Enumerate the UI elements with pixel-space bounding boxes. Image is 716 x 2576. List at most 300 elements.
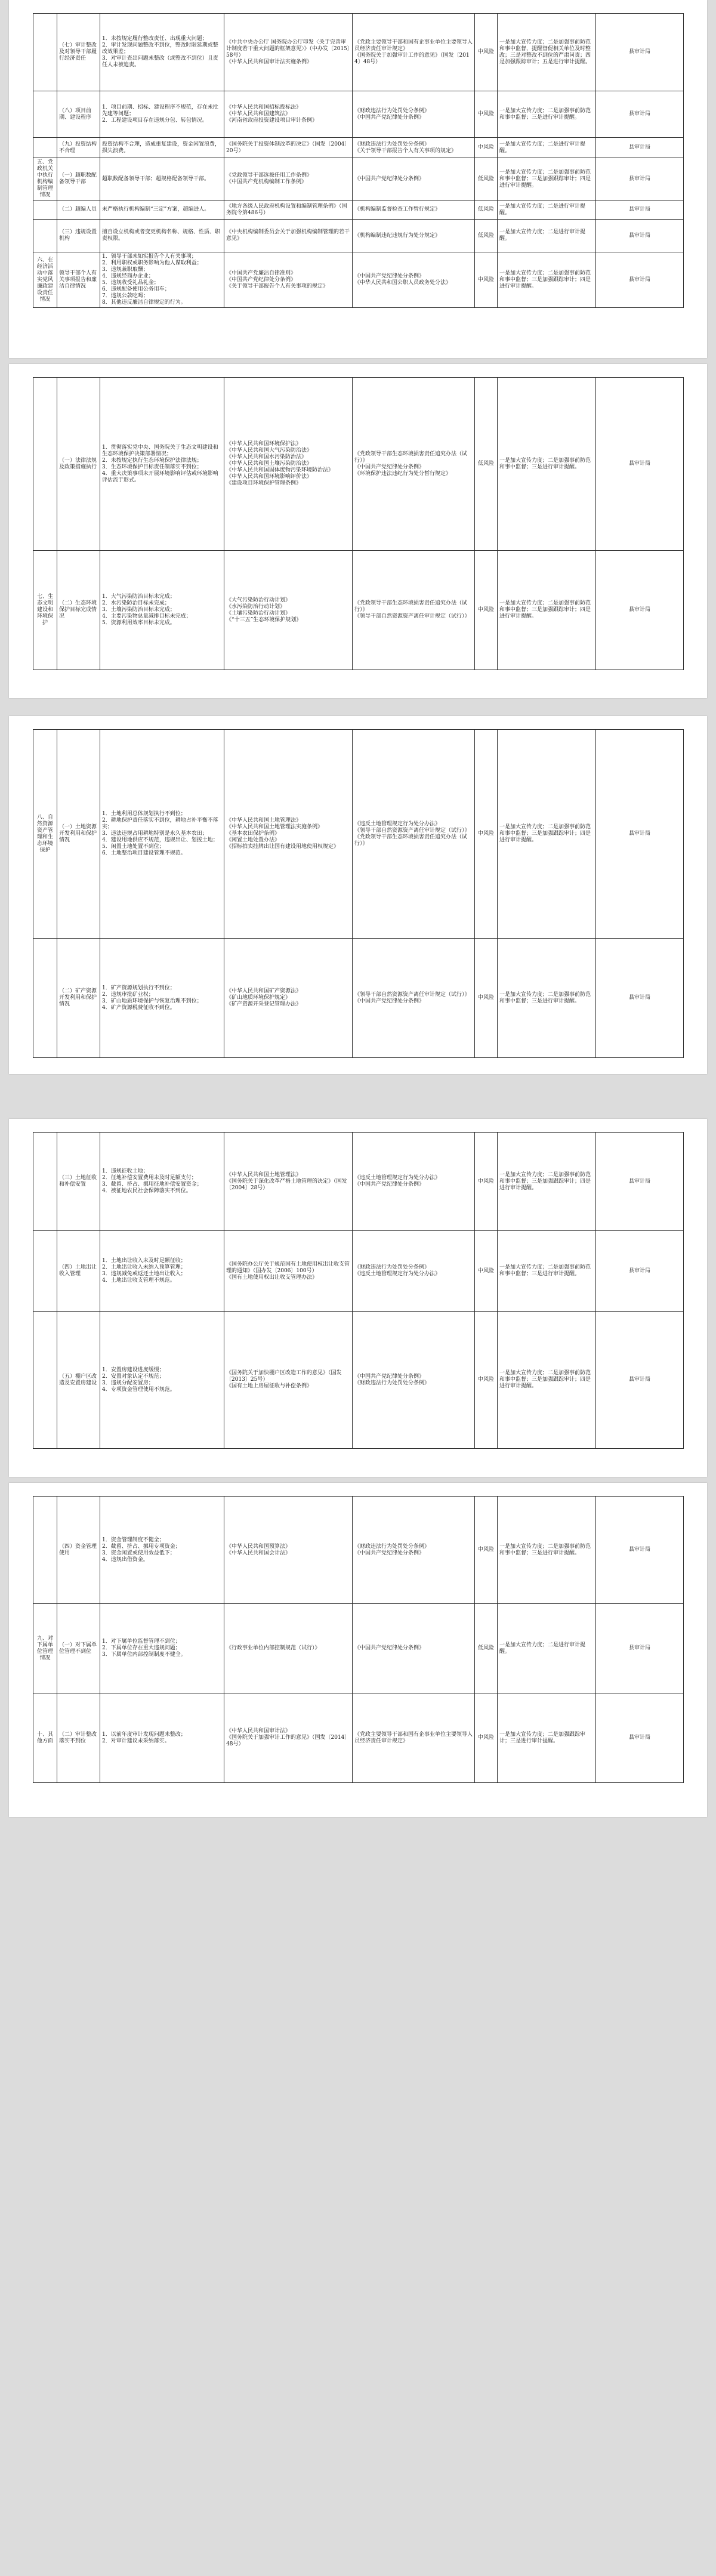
cell-line: 4．被征地农民社会保障落实不到位。 bbox=[102, 1188, 192, 1194]
cell-line: 《建设项目环境保护管理条例》 bbox=[226, 480, 302, 486]
risk-level-cell: 中风险 bbox=[475, 551, 498, 670]
subcategory-cell: （一）对下属单位管理不到位 bbox=[57, 1604, 100, 1693]
basis-cell bbox=[224, 1231, 353, 1312]
measures-cell bbox=[498, 1497, 596, 1604]
issues-cell bbox=[100, 551, 224, 670]
category-cell: 七、生态文明建设和环境保护 bbox=[33, 551, 57, 670]
cell-line: 《党政领导干部生态环境损害责任追究办法（试行）》 bbox=[354, 451, 468, 464]
basis-cell bbox=[224, 1693, 353, 1783]
subcategory-cell: （八）项目前期、建设程序 bbox=[57, 91, 100, 138]
cell-line: 《中国共产党纪律处分条例》 bbox=[354, 998, 425, 1004]
cell-line: 1．资金管理制度不健全； bbox=[102, 1537, 165, 1543]
cell-line: 一是加大宣传力度；二是加强跟踪审计；三是进行审计提醒。 bbox=[499, 1731, 586, 1744]
table-row bbox=[33, 730, 684, 939]
cell-line: 《中华人民共和国环境保护法》 bbox=[226, 441, 302, 447]
subcategory-cell: （五）棚户区改造及安置房建设 bbox=[57, 1312, 100, 1449]
cell-line: 《“十三五”生态环境保护规划》 bbox=[226, 616, 302, 623]
category-cell bbox=[33, 1312, 57, 1449]
risk-level-cell: 低风险 bbox=[475, 378, 498, 551]
cell-line: 2．水污染防治目标未完成； bbox=[102, 600, 170, 606]
cell-line: 《党政领导干部生态环境损害责任追究办法（试行）》 bbox=[354, 600, 468, 613]
cell-line: 2．征地补偿安置费用未及时足额支付； bbox=[102, 1175, 197, 1181]
issues-cell bbox=[100, 939, 224, 1058]
risk-table bbox=[33, 13, 684, 308]
cell-line: 《国务院关于投资体制改革的决定》（国发〔2004〕20号） bbox=[226, 141, 350, 154]
cell-line: 一是加大宣传力度；二是加强事前防范和事中监督；三是加强跟踪审计；四是进行审计提醒。 bbox=[499, 1370, 591, 1389]
subcategory-cell: （一）土地资源开发利用和保护情况 bbox=[57, 730, 100, 939]
cell-line: 《中华人民共和国大气污染防治法》 bbox=[226, 448, 313, 454]
cell-line: 《环境保护违法违纪行为处分暂行规定》 bbox=[354, 470, 452, 477]
cell-line: 7．违规公款吃喝； bbox=[102, 293, 149, 299]
responsible-org-cell: 县审计局 bbox=[596, 1693, 684, 1783]
cell-line: 一是加大宣传力度；二是加强事前防范和事中监督；三是加强跟踪审计；四是进行审计提醒。 bbox=[499, 600, 591, 619]
basis-cell bbox=[224, 378, 353, 551]
cell-line: 4．矿产资源税费征收不到位。 bbox=[102, 1004, 175, 1011]
cell-line: 《国务院关于加强审计工作的意见》（国发〔2014〕48号） bbox=[226, 1735, 350, 1747]
cell-line: 《国务院关于加快棚户区改造工作的意见》（国发〔2013〕25号） bbox=[226, 1370, 342, 1383]
cell-line: 1．以前年度审计发现问题未整改； bbox=[102, 1731, 186, 1738]
basis-cell bbox=[224, 551, 353, 670]
basis-cell bbox=[224, 91, 353, 138]
responsible-org-cell: 县审计局 bbox=[596, 1312, 684, 1449]
discipline-cell bbox=[353, 1497, 475, 1604]
cell-line: 3．对审计查出问题未整改（或整改不到位）且责任人未被追责。 bbox=[102, 55, 218, 68]
cell-line: 《违反土地管理规定行为处分办法》 bbox=[354, 1271, 441, 1277]
risk-level-cell: 中风险 bbox=[475, 138, 498, 158]
cell-line: 《中国共产党纪律处分条例》 bbox=[354, 114, 425, 121]
cell-line: 1．矿产资源规划执行不到位； bbox=[102, 985, 175, 991]
measures-cell bbox=[498, 1231, 596, 1312]
cell-line: 《闲置土地处置办法》 bbox=[226, 837, 280, 843]
discipline-cell bbox=[353, 1231, 475, 1312]
cell-line: 6．土地整治项目建设管理不规范。 bbox=[102, 850, 186, 856]
cell-line: 投资结构不合理，造成重复建设，资金闲置浪费，损失浪费。 bbox=[102, 141, 221, 154]
cell-line: 超职数配备领导干部；超规格配备领导干部。 bbox=[102, 175, 210, 182]
subcategory-cell: （二）超编人员 bbox=[57, 200, 100, 220]
risk-level-cell: 中风险 bbox=[475, 1497, 498, 1604]
cell-line: 《行政事业单位内部控制规范（试行）》 bbox=[226, 1645, 320, 1651]
category-cell bbox=[33, 14, 57, 91]
responsible-org-cell: 县审计局 bbox=[596, 551, 684, 670]
table-row bbox=[33, 1693, 684, 1783]
subcategory-cell: （二）审计整改落实不到位 bbox=[57, 1693, 100, 1783]
discipline-cell bbox=[353, 158, 475, 200]
cell-line: 4．建设用地供应不规范，违规出让、划拨土地； bbox=[102, 837, 218, 843]
cell-line: 4．专项资金管理使用不规范。 bbox=[102, 1386, 175, 1393]
discipline-cell bbox=[353, 551, 475, 670]
basis-cell bbox=[224, 1312, 353, 1449]
responsible-org-cell: 县审计局 bbox=[596, 220, 684, 252]
document-page bbox=[9, 716, 707, 1074]
responsible-org-cell: 县审计局 bbox=[596, 939, 684, 1058]
document-page bbox=[9, 0, 707, 358]
cell-line: 《党政领导干部选拔任用工作条例》 bbox=[226, 172, 313, 178]
cell-line: 未严格执行机构编制“三定”方案，超编进人。 bbox=[102, 206, 210, 212]
measures-cell bbox=[498, 551, 596, 670]
cell-line: 《机构编制监督检查工作暂行规定》 bbox=[354, 206, 441, 212]
issues-cell bbox=[100, 158, 224, 200]
responsible-org-cell: 县审计局 bbox=[596, 252, 684, 308]
risk-level-cell: 低风险 bbox=[475, 220, 498, 252]
cell-line: 《关于领导干部报告个人有关事项的规定》 bbox=[354, 147, 457, 154]
subcategory-cell: （四）土地出让收入管理 bbox=[57, 1231, 100, 1312]
measures-cell bbox=[498, 252, 596, 308]
cell-line: 《大气污染防治行动计划》 bbox=[226, 597, 291, 603]
cell-line: 2．利用职权或职务影响为他人谋取利益； bbox=[102, 260, 202, 266]
risk-level-cell: 中风险 bbox=[475, 939, 498, 1058]
responsible-org-cell: 县审计局 bbox=[596, 138, 684, 158]
cell-line: 一是加大宣传力度；二是进行审计提醒。 bbox=[499, 229, 586, 242]
table-row bbox=[33, 14, 684, 91]
cell-line: 《财政违法行为处罚处分条例》 bbox=[354, 1380, 430, 1386]
table-row bbox=[33, 220, 684, 252]
cell-line: 4．土地出让收支管理不规范。 bbox=[102, 1278, 175, 1284]
category-cell: 五、党政机关中执行机构编制管理情况 bbox=[33, 158, 57, 200]
discipline-cell bbox=[353, 1133, 475, 1231]
cell-line: 5．资源利用效率目标未完成。 bbox=[102, 620, 175, 626]
cell-line: 《财政违法行为处罚处分条例》 bbox=[354, 107, 430, 114]
cell-line: 2．违规审批矿业权； bbox=[102, 991, 154, 998]
measures-cell bbox=[498, 1693, 596, 1783]
cell-line: 《矿山地质环境保护规定》 bbox=[226, 995, 291, 1001]
cell-line: 一是加大宣传力度；二是进行审计提醒。 bbox=[499, 1642, 586, 1655]
basis-cell bbox=[224, 14, 353, 91]
cell-line: 1．领导干部未如实报告个人有关事项； bbox=[102, 254, 197, 260]
basis-cell bbox=[224, 200, 353, 220]
responsible-org-cell: 县审计局 bbox=[596, 1497, 684, 1604]
category-cell: 十、其他方面 bbox=[33, 1693, 57, 1783]
issues-cell bbox=[100, 1497, 224, 1604]
discipline-cell bbox=[353, 220, 475, 252]
issues-cell bbox=[100, 1604, 224, 1693]
risk-level-cell: 低风险 bbox=[475, 158, 498, 200]
discipline-cell bbox=[353, 939, 475, 1058]
issues-cell bbox=[100, 1312, 224, 1449]
cell-line: 《机构编制违纪违规行为处分规定》 bbox=[354, 232, 441, 239]
table-row bbox=[33, 158, 684, 200]
risk-table bbox=[33, 729, 684, 1058]
cell-line: 《国有土地上房屋征收与补偿条例》 bbox=[226, 1383, 313, 1389]
cell-line: 2．土地出让收入未纳入预算管理； bbox=[102, 1264, 186, 1270]
cell-line: 《中国共产党机构编制工作条例》 bbox=[226, 179, 307, 185]
measures-cell bbox=[498, 1312, 596, 1449]
cell-line: 一是加大宣传力度；二是加强事前防范和事中监督；三是加强跟踪审计；四是进行审计提醒。 bbox=[499, 169, 591, 189]
issues-cell bbox=[100, 91, 224, 138]
cell-line: 3．资金闲置或使用效益低下； bbox=[102, 1550, 175, 1556]
discipline-cell bbox=[353, 252, 475, 308]
cell-line: 《中华人民共和国公职人员政务处分法》 bbox=[354, 280, 452, 286]
measures-cell bbox=[498, 158, 596, 200]
table-row bbox=[33, 378, 684, 551]
basis-cell bbox=[224, 220, 353, 252]
cell-line: 《国务院关于深化改革严格土地管理的决定》（国发〔2004〕28号） bbox=[226, 1178, 347, 1191]
cell-line: 1．土地出让收入未及时足额征收； bbox=[102, 1258, 186, 1264]
cell-line: 《中华人民共和国土地管理法》 bbox=[226, 817, 302, 823]
risk-level-cell: 中风险 bbox=[475, 1312, 498, 1449]
cell-line: 《矿产资源开采登记管理办法》 bbox=[226, 1001, 302, 1007]
basis-cell bbox=[224, 730, 353, 939]
table-row bbox=[33, 91, 684, 138]
discipline-cell bbox=[353, 138, 475, 158]
risk-level-cell: 中风险 bbox=[475, 1231, 498, 1312]
cell-line: 《中国共产党纪律处分条例》 bbox=[354, 1550, 425, 1556]
cell-line: 《中华人民共和国矿产资源法》 bbox=[226, 988, 302, 994]
cell-line: 3．下属单位内部控制制度不健全。 bbox=[102, 1652, 186, 1658]
cell-line: 《中国共产党纪律处分条例》 bbox=[354, 1181, 425, 1187]
table-row bbox=[33, 138, 684, 158]
responsible-org-cell: 县审计局 bbox=[596, 1133, 684, 1231]
risk-level-cell: 低风险 bbox=[475, 200, 498, 220]
category-cell bbox=[33, 378, 57, 551]
cell-line: 一是加大宣传力度；二是加强事前防范和事中监督；三是加强跟踪审计；四是进行审计提醒。 bbox=[499, 824, 591, 843]
cell-line: 《国务院办公厅关于规范国有土地使用权出让收支管理的通知》（国办发〔2006〕100号） bbox=[226, 1261, 350, 1274]
basis-cell bbox=[224, 939, 353, 1058]
cell-line: 《国有土地使用权出让收支管理办法》 bbox=[226, 1274, 318, 1281]
cell-line: 《国务院关于加强审计工作的意见》（国发〔2014〕48号） bbox=[354, 52, 470, 65]
cell-line: 1．违规征收土地； bbox=[102, 1168, 149, 1174]
cell-line: 《中央机构编制委员会关于加强机构编制管理的若干意见》 bbox=[226, 229, 350, 242]
cell-line: 《中华人民共和国土地管理法实施条例》 bbox=[226, 824, 323, 830]
cell-line: 2．下属单位存在重大违规问题； bbox=[102, 1645, 181, 1651]
measures-cell bbox=[498, 1604, 596, 1693]
table-row bbox=[33, 1133, 684, 1231]
cell-line: 《水污染防治行动计划》 bbox=[226, 603, 286, 610]
cell-line: 《关于领导干部报告个人有关事项的规定》 bbox=[226, 283, 329, 289]
basis-cell bbox=[224, 138, 353, 158]
cell-line: 5．闲置土地处置不到位； bbox=[102, 844, 165, 850]
measures-cell bbox=[498, 220, 596, 252]
cell-line: 《领导干部自然资源资产离任审计规定（试行）》 bbox=[354, 991, 470, 998]
cell-line: 《中国共产党纪律处分条例》 bbox=[354, 273, 425, 279]
subcategory-cell: （一）超职数配备领导干部 bbox=[57, 158, 100, 200]
table-row bbox=[33, 1497, 684, 1604]
cell-line: 一是加大宣传力度；二是加强事前防范和事中监督，提醒督促相关单位及时整改；三是对整改不到位的严肃问责；四是加强跟踪审计；五是进行审计提醒。 bbox=[499, 39, 591, 65]
cell-line: 《中华人民共和国预算法》 bbox=[226, 1543, 291, 1550]
cell-line: 4．主要污染物总量减排目标未完成； bbox=[102, 613, 192, 619]
cell-line: 2．工程建设项目存在违规分包、转包情况。 bbox=[102, 118, 208, 124]
category-cell bbox=[33, 200, 57, 220]
responsible-org-cell: 县审计局 bbox=[596, 200, 684, 220]
measures-cell bbox=[498, 138, 596, 158]
issues-cell bbox=[100, 200, 224, 220]
category-cell: 八、自然资源资产管理和生态环境保护 bbox=[33, 730, 57, 939]
cell-line: 《地方各级人民政府机构设置和编制管理条例》（国务院令第486号） bbox=[226, 203, 347, 216]
basis-cell bbox=[224, 252, 353, 308]
cell-line: 《中华人民共和国固体废物污染环境防治法》 bbox=[226, 467, 334, 473]
subcategory-cell: （二）矿产资源开发利用和保护情况 bbox=[57, 939, 100, 1058]
risk-table bbox=[33, 1132, 684, 1449]
category-cell: 九、对下属单位管理情况 bbox=[33, 1604, 57, 1693]
subcategory-cell: （七）审计整改及对领导干部履行经济责任 bbox=[57, 14, 100, 91]
cell-line: 4．重大决策事项未开展环境影响评估或环境影响评估流于形式。 bbox=[102, 470, 218, 483]
cell-line: 《财政违法行为处罚处分条例》 bbox=[354, 1543, 430, 1550]
cell-line: 《中华人民共和国建筑法》 bbox=[226, 111, 291, 117]
measures-cell bbox=[498, 378, 596, 551]
discipline-cell bbox=[353, 1312, 475, 1449]
subcategory-cell: （一）法律法规及政策措施执行 bbox=[57, 378, 100, 551]
cell-line: 《中国共产党纪律处分条例》 bbox=[354, 1645, 425, 1651]
basis-cell bbox=[224, 158, 353, 200]
cell-line: 2．审计发现问题整改不到位，整改时限延期或整改效果差； bbox=[102, 42, 218, 55]
category-cell bbox=[33, 138, 57, 158]
cell-line: 《中国共产党纪律处分条例》 bbox=[354, 1373, 425, 1380]
responsible-org-cell: 县审计局 bbox=[596, 378, 684, 551]
category-cell bbox=[33, 91, 57, 138]
measures-cell bbox=[498, 200, 596, 220]
cell-line: 一是加大宣传力度；二是加强事前防范和事中监督；三是进行审计提醒。 bbox=[499, 1543, 591, 1556]
measures-cell bbox=[498, 1133, 596, 1231]
issues-cell bbox=[100, 252, 224, 308]
subcategory-cell: （四）资金管理使用 bbox=[57, 1497, 100, 1604]
cell-line: 一是加大宣传力度；二是加强事前防范和事中监督；三是进行审计提醒。 bbox=[499, 1264, 591, 1277]
cell-line: 《中华人民共和国水污染防治法》 bbox=[226, 454, 307, 460]
cell-line: 1．土地利用总体规划执行不到位； bbox=[102, 811, 186, 817]
subcategory-cell: （三）违规设置机构 bbox=[57, 220, 100, 252]
table-row bbox=[33, 200, 684, 220]
cell-line: 《中华人民共和国会计法》 bbox=[226, 1550, 291, 1556]
responsible-org-cell: 县审计局 bbox=[596, 158, 684, 200]
risk-level-cell: 中风险 bbox=[475, 252, 498, 308]
discipline-cell bbox=[353, 14, 475, 91]
cell-line: 3．违规分配安置房； bbox=[102, 1380, 154, 1386]
cell-line: 一是加大宣传力度；二是进行审计提醒。 bbox=[499, 203, 586, 216]
cell-line: 3．生态环境保护目标责任制落实不到位； bbox=[102, 464, 202, 470]
issues-cell bbox=[100, 220, 224, 252]
issues-cell bbox=[100, 378, 224, 551]
cell-line: 《领导干部自然资源资产离任审计规定（试行）》 bbox=[354, 827, 470, 834]
cell-line: 一是加大宣传力度；二是加强事前防范和事中监督；三是加强跟踪审计；四是进行审计提醒。 bbox=[499, 1171, 591, 1191]
discipline-cell bbox=[353, 730, 475, 939]
basis-cell bbox=[224, 1497, 353, 1604]
category-cell bbox=[33, 1133, 57, 1231]
cell-line: 1．对下属单位监督管理不到位； bbox=[102, 1639, 181, 1645]
cell-line: 《中华人民共和国土壤污染防治法》 bbox=[226, 461, 313, 467]
cell-line: 2．未按规定执行生态环境保护法律法规； bbox=[102, 457, 202, 464]
discipline-cell bbox=[353, 1693, 475, 1783]
cell-line: 4．违规经商办企业； bbox=[102, 273, 154, 279]
cell-line: 3．违法违规占用耕地特别是永久基本农田； bbox=[102, 831, 208, 837]
subcategory-cell: （二）生态环境保护目标完成情况 bbox=[57, 551, 100, 670]
cell-line: 《中华人民共和国审计法》 bbox=[226, 1728, 291, 1734]
cell-line: 1．项目前期、招标、建设程序不规范，存在未批先建等问题； bbox=[102, 104, 218, 117]
responsible-org-cell: 县审计局 bbox=[596, 730, 684, 939]
discipline-cell bbox=[353, 1604, 475, 1693]
risk-level-cell: 低风险 bbox=[475, 1604, 498, 1693]
issues-cell bbox=[100, 14, 224, 91]
cell-line: 2．安置对象认定不规范； bbox=[102, 1373, 165, 1380]
risk-level-cell: 中风险 bbox=[475, 1693, 498, 1783]
issues-cell bbox=[100, 730, 224, 939]
cell-line: 《土壤污染防治行动计划》 bbox=[226, 610, 291, 616]
category-cell: 六、在经济活动中落实党风廉政建设责任情况 bbox=[33, 252, 57, 308]
basis-cell bbox=[224, 1604, 353, 1693]
risk-level-cell: 中风险 bbox=[475, 91, 498, 138]
cell-line: 3．截留、挤占、挪用征地补偿安置资金； bbox=[102, 1181, 202, 1187]
cell-line: 2．截留、挤占、挪用专项资金； bbox=[102, 1543, 181, 1550]
cell-line: 《违反土地管理规定行为处分办法》 bbox=[354, 1175, 441, 1181]
cell-line: 一是加大宣传力度；二是加强事前防范和事中监督；三是进行审计提醒。 bbox=[499, 991, 591, 1004]
cell-line: 5．违规收受礼品礼金； bbox=[102, 280, 159, 286]
discipline-cell bbox=[353, 200, 475, 220]
risk-level-cell: 中风险 bbox=[475, 14, 498, 91]
cell-line: 《党政主要领导干部和国有企事业单位主要领导人员经济责任审计规定》 bbox=[354, 1731, 473, 1744]
responsible-org-cell: 县审计局 bbox=[596, 1231, 684, 1312]
cell-line: 擅自设立机构或者变更机构名称、规格、性质、职责权限。 bbox=[102, 229, 221, 242]
cell-line: 《基本农田保护条例》 bbox=[226, 831, 280, 837]
cell-line: 《财政违法行为处罚处分条例》 bbox=[354, 1264, 430, 1270]
cell-line: 2．对审计建议未采纳落实。 bbox=[102, 1738, 170, 1744]
cell-line: 《领导干部自然资源资产离任审计规定（试行）》 bbox=[354, 613, 470, 619]
cell-line: 《河南省政府投资建设项目审计条例》 bbox=[226, 118, 318, 124]
cell-line: 《招标拍卖挂牌出让国有建设用地使用权规定》 bbox=[226, 844, 340, 850]
cell-line: 3．土壤污染防治目标未完成； bbox=[102, 607, 175, 613]
table-row bbox=[33, 252, 684, 308]
measures-cell bbox=[498, 91, 596, 138]
issues-cell bbox=[100, 1693, 224, 1783]
cell-line: 3．违规减免或返还土地出让收入； bbox=[102, 1271, 186, 1277]
category-cell bbox=[33, 1497, 57, 1604]
document-page bbox=[9, 1483, 707, 1817]
risk-level-cell: 中风险 bbox=[475, 730, 498, 939]
cell-line: 1．未按规定履行整改责任、出现重大问题； bbox=[102, 36, 208, 42]
category-cell bbox=[33, 220, 57, 252]
cell-line: 6．违规配备使用公务用车； bbox=[102, 286, 170, 292]
cell-line: 《中华人民共和国土地管理法》 bbox=[226, 1171, 302, 1178]
responsible-org-cell: 县审计局 bbox=[596, 91, 684, 138]
cell-line: 1．贯彻落实党中央、国务院关于生态文明建设和生态环境保护决策部署情况； bbox=[102, 444, 218, 457]
cell-line: 《中华人民共和国环境影响评价法》 bbox=[226, 474, 313, 480]
risk-table bbox=[33, 1496, 684, 1783]
cell-line: 一是加大宣传力度；二是加强事前防范和事中监督；三是加强跟踪审计；四是进行审计提醒。 bbox=[499, 270, 591, 289]
issues-cell bbox=[100, 138, 224, 158]
discipline-cell bbox=[353, 91, 475, 138]
discipline-cell bbox=[353, 378, 475, 551]
table-row bbox=[33, 1312, 684, 1449]
measures-cell bbox=[498, 939, 596, 1058]
cell-line: 《违反土地管理规定行为处分办法》 bbox=[354, 820, 441, 827]
subcategory-cell: 领导干部个人有关事项报告和廉洁自律情况 bbox=[57, 252, 100, 308]
cell-line: 《中共中央办公厅 国务院办公厅印发〈关于完善审计制度若干重大问题的框架意见〉》（中办发〔2015〕58号） bbox=[226, 39, 350, 58]
cell-line: 2．耕地保护责任落实不到位，耕地占补平衡不落实； bbox=[102, 817, 218, 830]
issues-cell bbox=[100, 1231, 224, 1312]
subcategory-cell: （三）土地征收和补偿安置 bbox=[57, 1133, 100, 1231]
cell-line: 《党政主要领导干部和国有企事业单位主要领导人员经济责任审计规定》 bbox=[354, 39, 473, 52]
document-page bbox=[9, 1119, 707, 1477]
measures-cell bbox=[498, 14, 596, 91]
cell-line: 《中国共产党纪律处分条例》 bbox=[354, 464, 425, 470]
cell-line: 1．安置房建设进度缓慢； bbox=[102, 1366, 165, 1373]
cell-line: 《党政领导干部生态环境损害责任追究办法（试行）》 bbox=[354, 834, 468, 847]
cell-line: 3．矿山地质环境保护与恢复治理不到位； bbox=[102, 998, 202, 1004]
table-row bbox=[33, 939, 684, 1058]
cell-line: 《中国共产党纪律处分条例》 bbox=[354, 175, 425, 182]
cell-line: 《中华人民共和国招标投标法》 bbox=[226, 104, 302, 110]
cell-line: 一是加大宣传力度；二是加强事前防范和事中监督；三是进行审计提醒。 bbox=[499, 457, 591, 470]
issues-cell bbox=[100, 1133, 224, 1231]
cell-line: 《财政违法行为处罚处分条例》 bbox=[354, 141, 430, 147]
cell-line: 《中华人民共和国审计法实施条例》 bbox=[226, 58, 313, 65]
risk-table bbox=[33, 377, 684, 670]
table-row bbox=[33, 551, 684, 670]
table-row bbox=[33, 1231, 684, 1312]
cell-line: 4．违规出借资金。 bbox=[102, 1556, 149, 1563]
risk-level-cell: 中风险 bbox=[475, 1133, 498, 1231]
category-cell bbox=[33, 939, 57, 1058]
measures-cell bbox=[498, 730, 596, 939]
cell-line: 1．大气污染防治目标未完成； bbox=[102, 594, 175, 600]
category-cell bbox=[33, 1231, 57, 1312]
document-page bbox=[9, 364, 707, 698]
